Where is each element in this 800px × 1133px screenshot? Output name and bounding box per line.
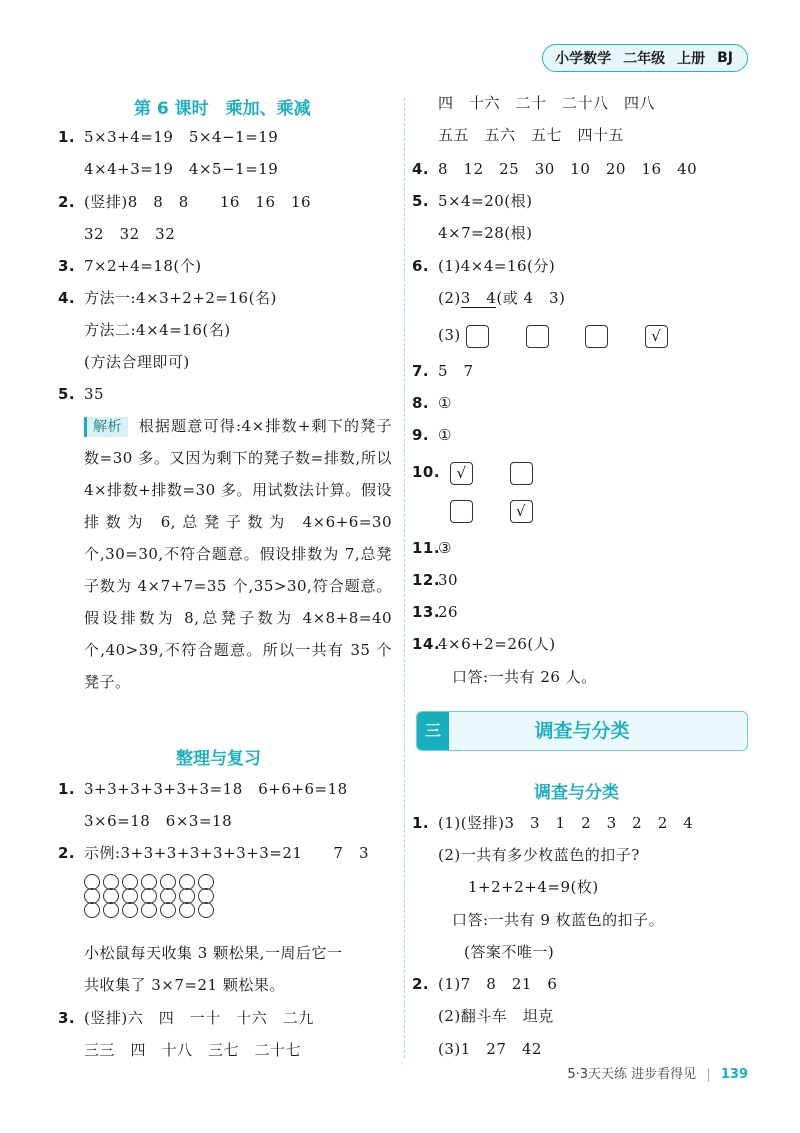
footer-separator: | <box>706 1067 711 1082</box>
answer-box-3 <box>585 325 608 348</box>
unit-number-icon: 三 <box>417 712 449 750</box>
answer-box-2 <box>526 325 549 348</box>
underlined-answer: 3 4 <box>460 289 497 307</box>
lesson-title: 第 6 课时 乘加、乘减 <box>134 99 311 119</box>
review-title: 整理与复习 <box>176 749 261 769</box>
answer-box-empty <box>510 462 533 485</box>
column-divider <box>404 98 405 1058</box>
term-label: 上册 <box>677 51 706 67</box>
circle-grid-figure <box>84 874 217 916</box>
analysis-text: 根据题意可得:4×排数+剩下的凳子数=30 多。又因为剩下的凳子数=排数,所以 4×排数+排数=30 多。用试数法计算。假设排数为 6,总凳子数为 4×6+6=30 个,30=30,不符合题意。假设排数为 7,总凳子数为 4×7+7=35 个,35>30,符合题意。假设排数为 8,总凳子数为 4×8+8=40 个,40>39,不符合题意。所以一共有 35 个凳子。 <box>84 417 392 691</box>
edition-label: BJ <box>717 50 733 66</box>
unit-banner <box>416 711 748 751</box>
section-title: 调查与分类 <box>534 783 619 803</box>
check-box-checked: √ <box>450 462 473 485</box>
check-box-checked: √ <box>510 500 533 523</box>
subject-label: 小学数学 <box>555 51 612 67</box>
answer-box-1 <box>466 325 489 348</box>
page-number: 139 <box>720 1067 748 1082</box>
book-info-tag <box>542 44 748 72</box>
grade-label: 二年级 <box>623 51 666 67</box>
unit-title: 调查与分类 <box>534 720 630 742</box>
footer-brand: 5·3天天练 进步看得见 <box>567 1067 697 1082</box>
answer-box-empty <box>450 500 473 523</box>
page-footer <box>567 1063 748 1082</box>
analysis-paragraph <box>84 410 392 698</box>
check-box-checked: √ <box>645 325 668 348</box>
analysis-tag: 解析 <box>84 417 128 437</box>
